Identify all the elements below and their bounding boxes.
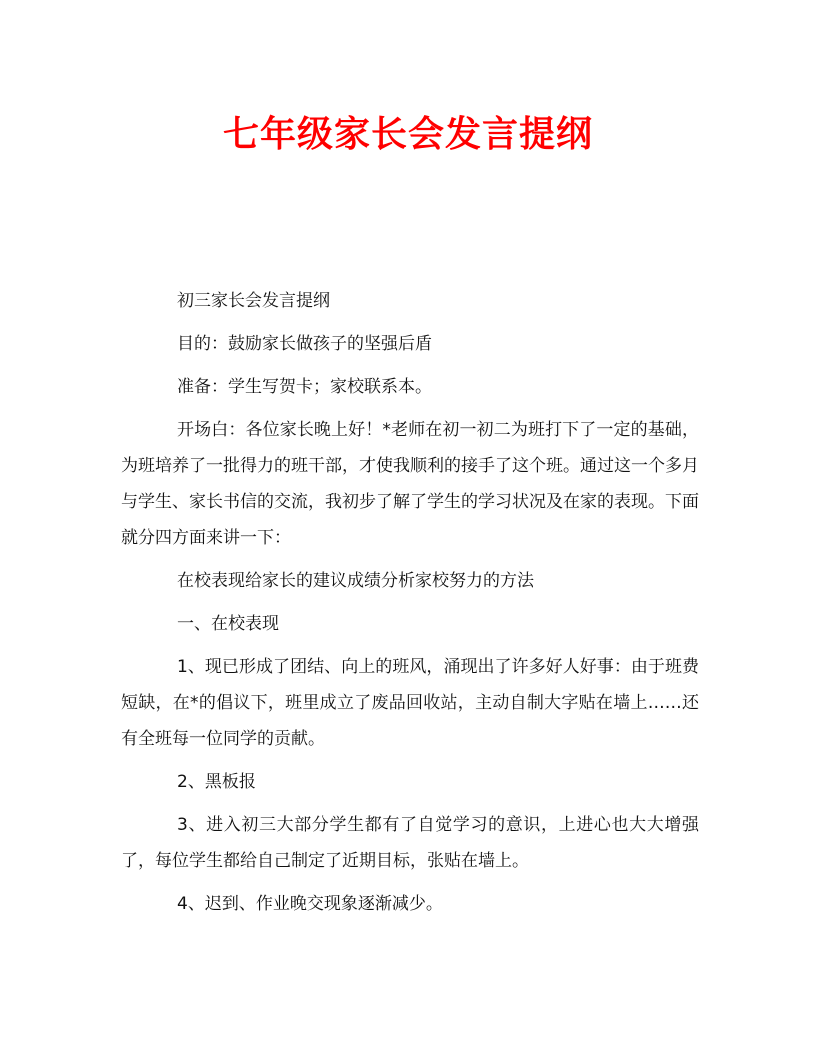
list-item-1: 1、现已形成了团结、向上的班风，涌现出了许多好人好事：由于班费短缺，在*的倡议下，班里成立了废品回收站，主动自制大字贴在墙上……还有全班每一位同学的贡献。	[121, 657, 699, 749]
paragraph-outline: 在校表现给家长的建议成绩分析家校努力的方法	[177, 571, 534, 591]
list-item-2: 2、黑板报	[177, 772, 256, 792]
document-title: 七年级家长会发言提纲	[222, 113, 593, 155]
document-body	[121, 283, 699, 929]
paragraph-purpose: 目的：鼓励家长做孩子的坚强后盾	[177, 334, 432, 354]
list-item-4: 4、迟到、作业晚交现象逐渐减少。	[177, 894, 443, 914]
paragraph-opening: 开场白：各位家长晚上好！*老师在初一初二为班打下了一定的基础，为班培养了一批得力的班干部，才使我顺利的接手了这个班。通过这一个多月与学生、家长书信的交流，我初步了解了学生的学习状况及在家的表现。下面就分四方面来讲一下：	[121, 420, 699, 548]
paragraph-subtitle: 初三家长会发言提纲	[177, 291, 330, 311]
paragraph-preparation: 准备：学生写贺卡；家校联系本。	[177, 377, 432, 397]
section-heading-school-performance: 一、在校表现	[177, 614, 279, 634]
list-item-3: 3、进入初三大部分学生都有了自觉学习的意识，上进心也大大增强了，每位学生都给自己制定了近期目标，张贴在墙上。	[121, 815, 699, 871]
